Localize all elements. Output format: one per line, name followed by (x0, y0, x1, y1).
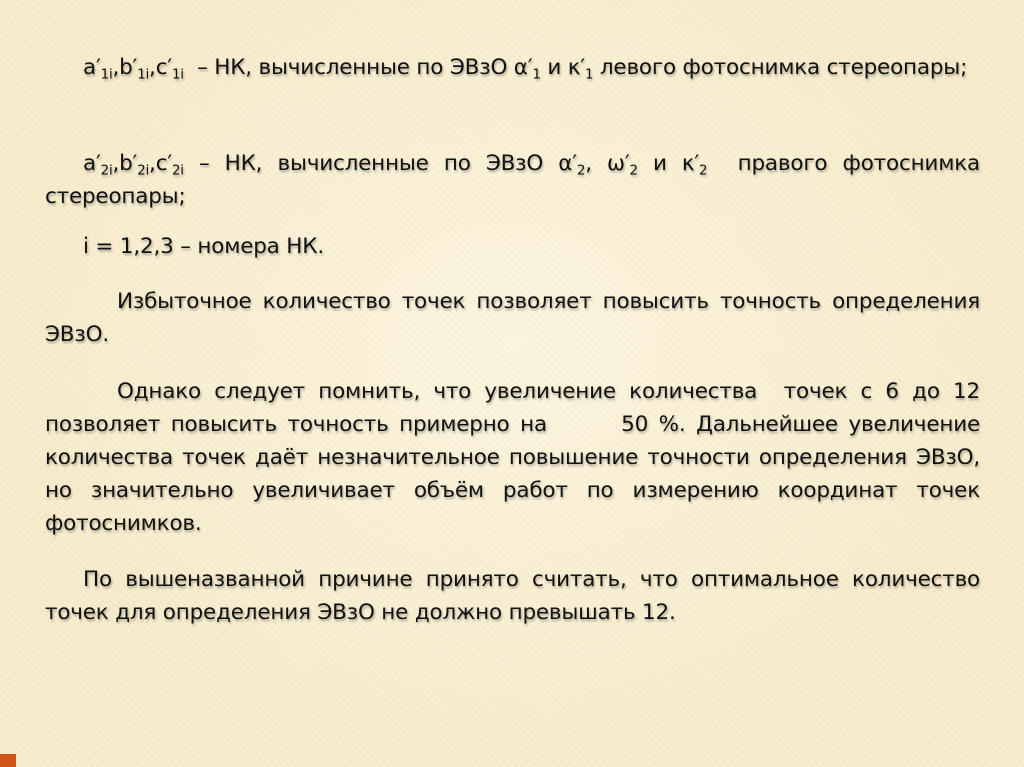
paragraph-accuracy-note: Однако следует помнить, что увеличение количества точек с 6 до 12 позволяет повысить точность примерно на 50 %. Дальнейшее увеличение количества точек даёт незначительное повышение точности определения ЭВзО, но значительно увеличивает объём работ по измерению координат точек фотоснимков. (45, 379, 994, 536)
paragraph-optimal-count: По вышеназванной причине принято считать, что оптимальное количество точек для определения ЭВзО не должно превышать 12. (45, 567, 980, 625)
paragraph-right-image-coords: $a'_{2i},b'_{2i},c'_{2i}$ – НК, вычисленные по ЭВзО $\alpha'_2$, $\omega'_2$ и $\kappa'_2$ правого фотоснимка стереопары; (45, 151, 987, 209)
corner-accent (0, 754, 16, 767)
paragraph-redundant-points: Избыточное количество точек позволяет повысить точность определения ЭВзО. (45, 289, 980, 347)
paragraph-left-image-coords: $a'_{1i},b'_{1i},c'_{1i}$ – НК, вычисленные по ЭВзО $\alpha'_1$ и $\kappa'_1$ левого фотоснимка стереопары; (83, 55, 968, 83)
paragraph-index-note: i = 1,2,3 – номера НК. (83, 234, 324, 259)
